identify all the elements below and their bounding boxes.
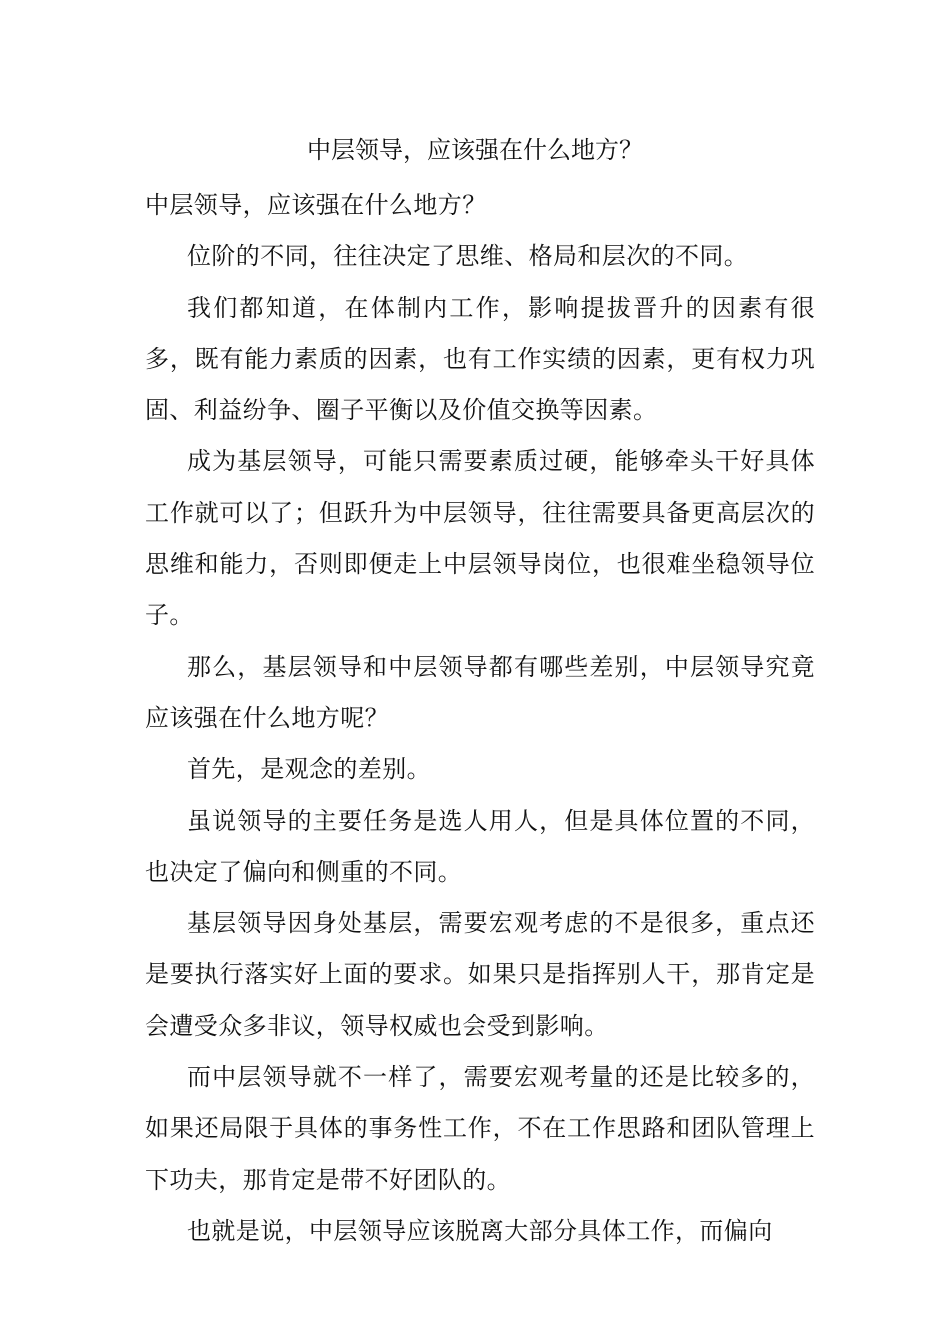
paragraph: 也就是说，中层领导应该脱离大部分具体工作，而偏向 — [187, 1216, 773, 1245]
paragraph: 虽说领导的主要任务是选人用人，但是具体位置的不同，也决定了偏向和侧重的不同。 — [145, 806, 815, 886]
paragraph-heading: 首先，是观念的差别。 — [187, 755, 431, 784]
paragraph: 位阶的不同，往往决定了思维、格局和层次的不同。 — [187, 242, 749, 271]
paragraph: 那么，基层领导和中层领导都有哪些差别，中层领导究竟应该强在什么地方呢？ — [145, 652, 815, 732]
document-title: 中层领导，应该强在什么地方？ — [307, 136, 643, 164]
paragraph: 我们都知道，在体制内工作，影响提拔晋升的因素有很多，既有能力素质的因素，也有工作实绩的因素，更有权力巩固、利益纷争、圈子平衡以及价值交换等因素。 — [145, 293, 815, 425]
paragraph-subtitle: 中层领导，应该强在什么地方？ — [145, 191, 487, 219]
document-body — [145, 180, 815, 1257]
paragraph: 基层领导因身处基层，需要宏观考虑的不是很多，重点还是要执行落实好上面的要求。如果只是指挥别人干，那肯定是会遭受众多非议，领导权威也会受到影响。 — [145, 909, 815, 1040]
paragraph: 而中层领导就不一样了，需要宏观考量的还是比较多的，如果还局限于具体的事务性工作，不在工作思路和团队管理上下功夫，那肯定是带不好团队的。 — [145, 1063, 815, 1194]
paragraph: 成为基层领导，可能只需要素质过硬，能够牵头干好具体工作就可以了；但跃升为中层领导，往往需要具备更高层次的思维和能力，否则即便走上中层领导岗位，也很难坐稳领导位子。 — [145, 447, 815, 630]
